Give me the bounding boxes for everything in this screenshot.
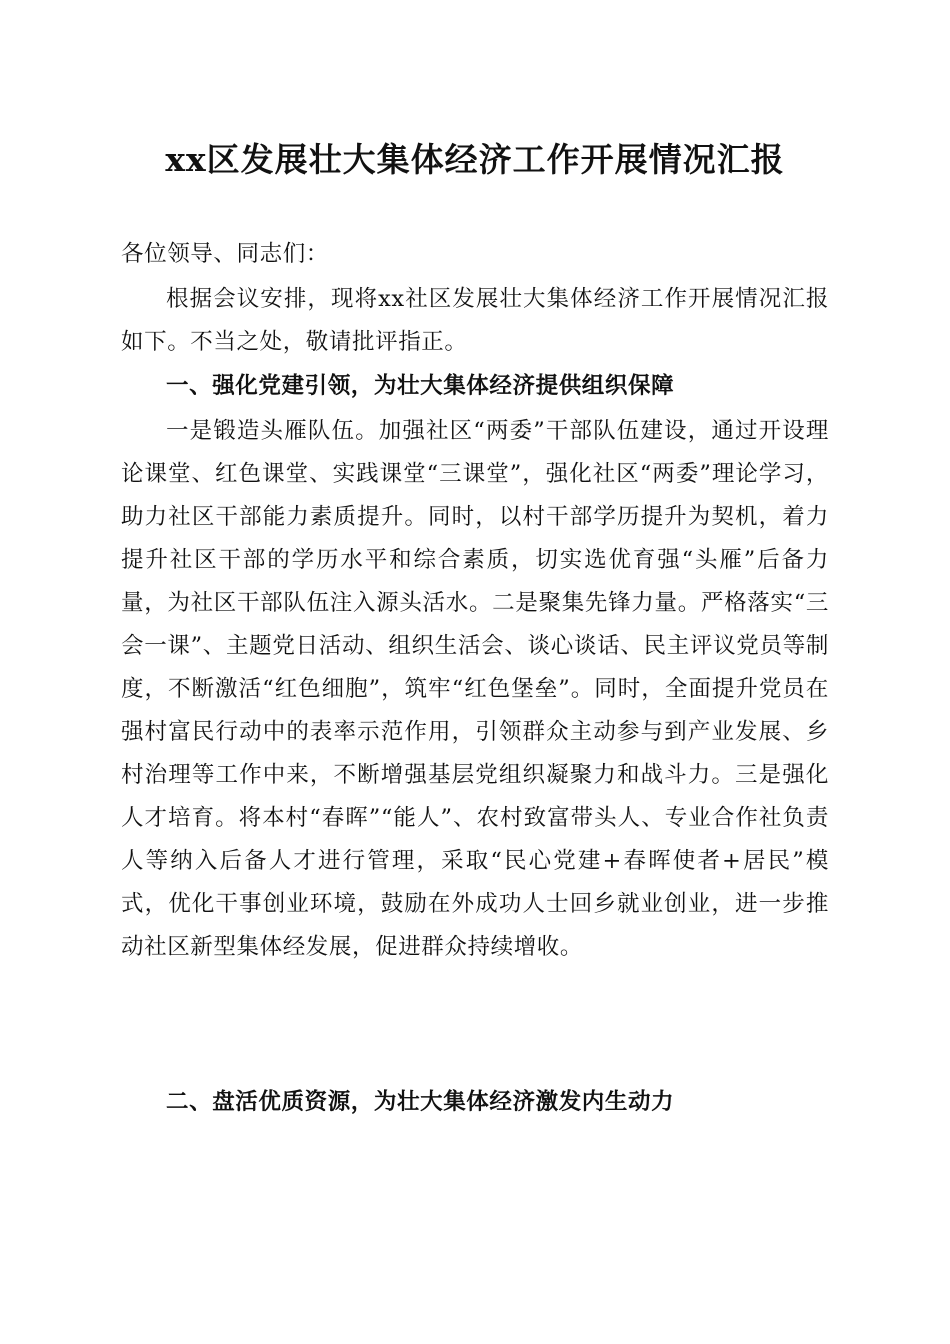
intro-paragraph: 根据会议安排，现将xx社区发展壮大集体经济工作开展情况汇报如下。不当之处，敬请批评指正。 bbox=[121, 286, 829, 355]
salutation: 各位领导、同志们： bbox=[121, 241, 329, 267]
section-1-heading: 一、强化党建引领，为壮大集体经济提供组织保障 bbox=[166, 373, 675, 399]
section-1-paragraph: 一是锻造头雁队伍。加强社区“两委”干部队伍建设，通过开设理论课堂、红色课堂、实践课堂“三课堂”，强化社区“两委”理论学习，助力社区干部能力素质提升。同时，以村干部学历提升为契机，着力提升社区干部的学历水平和综合素质，切实选优育强“头雁”后备力量，为社区干部队伍注入源头活水。二是聚集先锋力量。严格落实“三会一课”、主题党日活动、组织生活会、谈心谈话、民主评议党员等制度，不断激活“红色细胞”，筑牢“红色堡垒”。同时，全面提升党员在强村富民行动中的表率示范作用，引领群众主动参与到产业发展、乡村治理等工作中来，不断增强基层党组织凝聚力和战斗力。三是强化人才培育。将本村“春晖”“能人”、农村致富带头人、专业合作社负责人等纳入后备人才进行管理，采取“民心党建+春晖使者+居民”模式，优化干事创业环境，鼓励在外成功人士回乡就业创业，进一步推动社区新型集体经发展，促进群众持续增收。 bbox=[121, 418, 829, 960]
document-title: xx区发展壮大集体经济工作开展情况汇报 bbox=[165, 140, 785, 179]
section-2-heading: 二、盘活优质资源，为壮大集体经济激发内生动力 bbox=[166, 1089, 675, 1115]
